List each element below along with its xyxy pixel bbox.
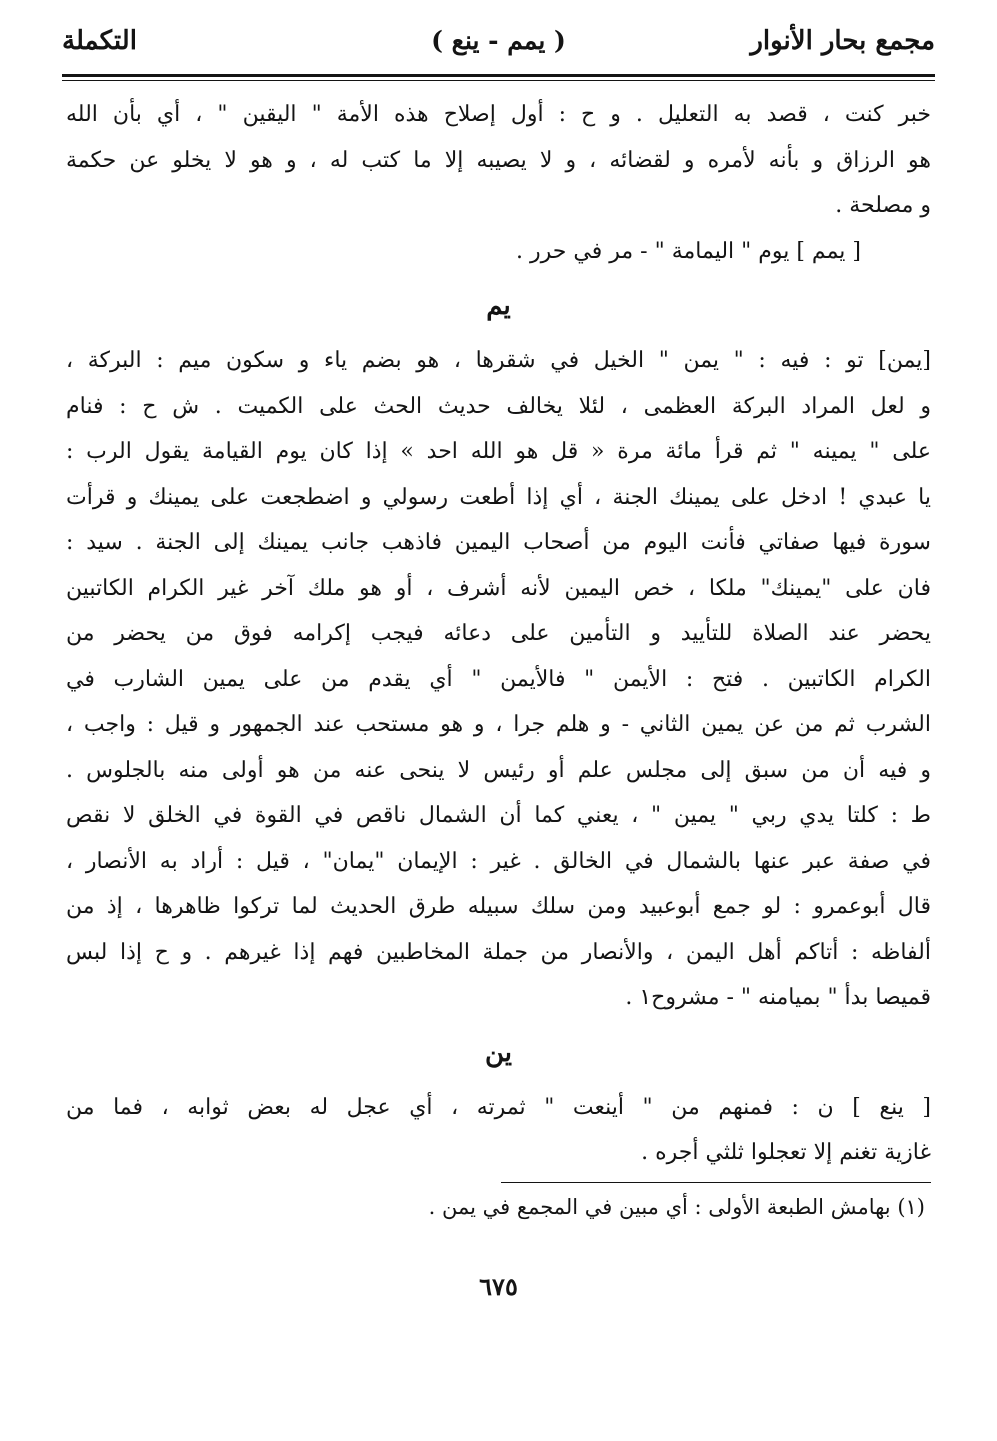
footnote: (١) بهامش الطبعة الأولى : أي مبين في المجمع في يمن .	[428, 1194, 925, 1219]
supplement-label: التكملة	[62, 26, 137, 56]
running-header	[62, 26, 935, 66]
header-rule	[62, 74, 935, 77]
entry-yamm: [ يمم ] يوم " اليمامة " - مر في حرر .	[516, 238, 861, 264]
text-line: [ ينع ] ن : فمنهم من " أينعت " ثمرته ، أي عجل له بعض ثوابه ، فما من	[66, 1094, 931, 1120]
text-line: [يمن] تو : فيه : " يمن " الخيل في شقرها ، هو بضم ياء و سكون ميم : البركة ،	[66, 348, 931, 373]
book-title: مجمع بحار الأنوار	[750, 26, 935, 56]
text-line: يحضر عند الصلاة للتأييد و التأمين على دعائه فيجب إكرامه فوق من يحضر من	[66, 621, 931, 646]
text-line: قال أبوعمرو : لو جمع أبوعبيد ومن سلك سبيله طرق الحديث لما تركوا ظاهرها ، إذ من	[66, 894, 931, 919]
text-line: و لعل المراد البركة العظمى ، لئلا يخالف حديث الحث على الكميت . ش ح : فنام	[66, 393, 931, 419]
text-line: هو الرزاق و بأنه لأمره و لقضائه ، و لا يصيبه إلا ما كتب له ، و هو لا يخلو عن حكمة	[66, 147, 931, 173]
text-line: ط : كلتا يدي ربي " يمين " ، يعني كما أن الشمال ناقص في القوة في الخلق لا نقص	[66, 803, 931, 828]
text-line: و مصلحة .	[835, 193, 931, 218]
text-line: في صفة عبر عنها بالشمال في الخالق . غير : الإيمان "يمان" ، قيل : أراد به الأنصار ،	[66, 848, 931, 874]
text-line: يا عبدي ! ادخل على يمينك الجنة ، أي إذا أطعت رسولي و اضطجعت على يمينك و قرأت	[66, 484, 931, 510]
page-number: ٦٧٥	[479, 1272, 518, 1301]
header-rule-thin	[62, 80, 935, 81]
text-line: غازية تغنم إلا تعجلوا ثلثي أجره .	[641, 1140, 931, 1165]
text-line: سورة فيها صفاتي فأنت اليوم من أصحاب اليمين فاذهب جانب يمينك إلى الجنة . سيد :	[66, 530, 931, 555]
text-line: قميصا بدأ " بميامنه " - مشروح١ .	[625, 985, 931, 1010]
text-line: فان على "يمينك" ملكا ، خص اليمين لأنه أشرف ، أو هو ملك آخر غير الكرام الكاتبين	[66, 575, 931, 601]
body-text	[66, 92, 931, 1231]
text-line: خبر كنت ، قصد به التعليل . و ح : أول إصلاح هذه الأمة " اليقين " ، أي بأن الله	[66, 102, 931, 127]
text-line: الشرب ثم من عن يمين الثاني - و هلم جرا ، و هو مستحب عند الجمهور و قيل : واجب ،	[66, 712, 931, 737]
section-range: ( يمم - ينع )	[431, 26, 566, 55]
text-line: و فيه أن من سبق إلى مجلس علم أو رئيس لا ينحى عنه من هو أولى منه بالجلوس .	[66, 757, 931, 783]
text-line: ألفاظه : أتاكم أهل اليمن ، والأنصار من جملة المخاطبين فهم إذا غيرهم . و ح إذا لبس	[66, 939, 931, 965]
text-line: على " يمينه " ثم قرأ مائة مرة « قل هو الله احد » إذا كان يوم القيامة يقول الرب :	[66, 439, 931, 464]
text-line: الكرام الكاتبين . فتح : الأيمن " فالأيمن " أي يقدم من على يمين الشارب في	[66, 666, 931, 692]
section-heading-yam: يم	[486, 291, 511, 321]
section-heading-yan: ين	[484, 1037, 513, 1068]
